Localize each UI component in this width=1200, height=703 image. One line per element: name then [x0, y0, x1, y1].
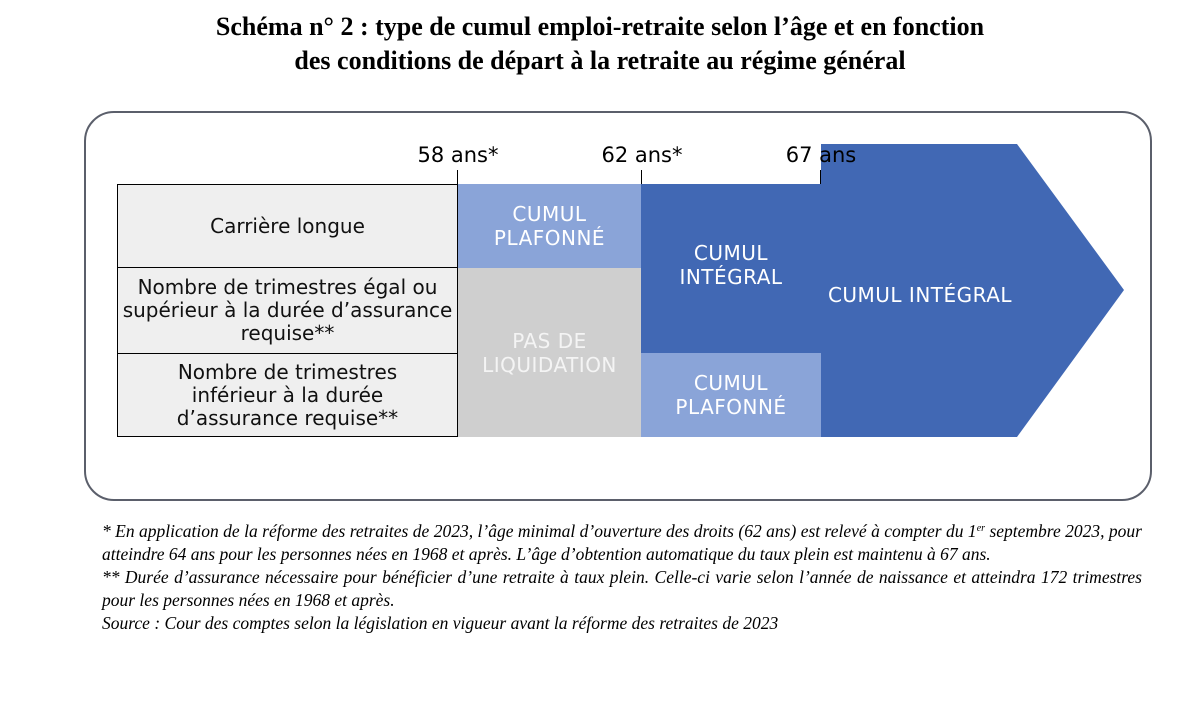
age-62-label: 62 ans* [601, 143, 683, 167]
row-label-trimestres-egal [117, 267, 458, 354]
cumul-integral-mid-block [641, 184, 821, 353]
age-62-tick [641, 170, 642, 185]
age-58-label: 58 ans* [417, 143, 499, 167]
row-label-carriere-longue [117, 184, 458, 268]
row-label-text: Carrière longue [210, 213, 365, 238]
source-note: Source : Cour des comptes selon la législation en vigueur avant la réforme des retraites de 2023 [102, 613, 779, 633]
title-line-1: Schéma n° 2 : type de cumul emploi-retraite selon l’âge et en fonction [215, 12, 985, 41]
block-text: CUMUL PLAFONNÉ [493, 202, 606, 250]
cumul-integral-arrow-label: CUMUL INTÉGRAL [827, 283, 1013, 307]
footnote-2: ** Durée d’assurance nécessaire pour bénéficier d’une retraite à taux plein. Celle-ci varie selon l’année de naissance et atteindra 172 trimestres pour les personnes nées en 1968 et après. [102, 567, 1142, 610]
footnote-1-sup: er [976, 523, 986, 534]
footnote-1 [102, 520, 1142, 566]
age-67-label: 67 ans [785, 143, 857, 167]
row-label-text: Nombre de trimestres égal ou supérieur à la durée d’assurance requise** [122, 275, 453, 345]
block-text: CUMUL INTÉGRAL [679, 240, 783, 289]
age-67-tick [820, 170, 821, 185]
footnotes [102, 520, 1142, 635]
footnote-1-text-b: septembre 2023, pour atteindre 64 ans pour les personnes nées en 1968 et après. L’âge d’obtention automatique du taux plein est maintenu à 67 ans. [102, 521, 1142, 564]
title-line-2: des conditions de départ à la retraite au régime général [294, 46, 906, 75]
age-58-tick [457, 170, 458, 185]
row-label-trimestres-inferieur [117, 353, 458, 437]
cumul-plafonne-bottom-block [641, 353, 821, 437]
footnote-1-text-a: * En application de la réforme des retraites de 2023, l’âge minimal d’ouverture des droits (62 ans) est relevé à compter du 1 [102, 521, 977, 541]
block-text: CUMUL PLAFONNÉ [675, 371, 787, 419]
block-text: PAS DE LIQUIDATION [482, 328, 617, 377]
row-label-text: Nombre de trimestres inférieur à la durée d’assurance requise** [176, 359, 399, 430]
pas-de-liquidation-block [458, 268, 641, 437]
cumul-plafonne-top-block [458, 184, 641, 268]
